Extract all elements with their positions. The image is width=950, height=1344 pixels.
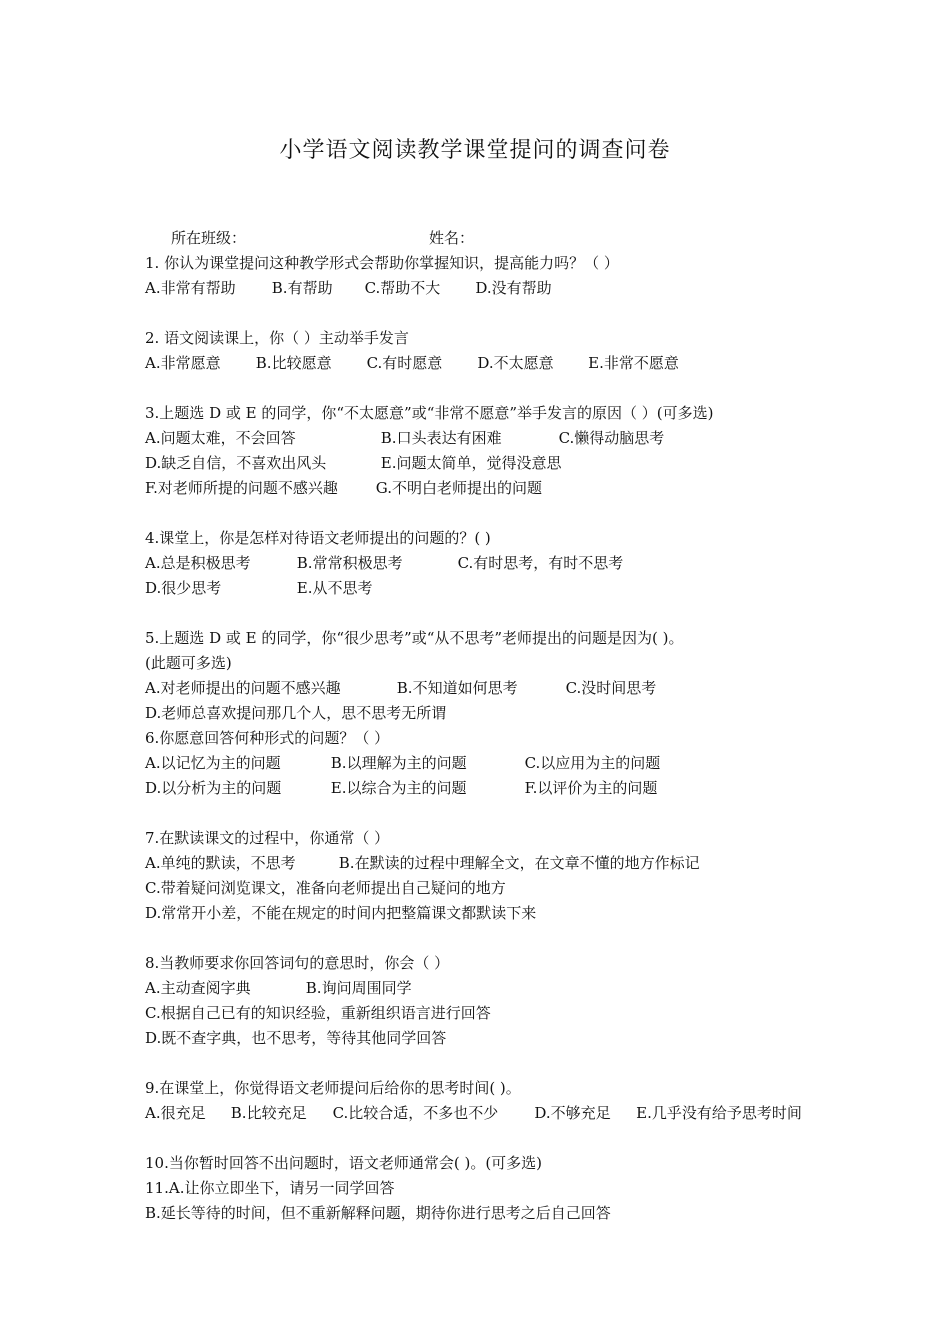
option-row [145,1001,845,1026]
option: E.以综合为主的问题 [330,779,467,797]
option-row [145,551,845,576]
option-row [145,276,845,301]
option: B.以理解为主的问题 [330,754,467,772]
option: D.很少思考 [145,579,222,597]
option-row [145,1201,845,1226]
question-5 [145,626,845,726]
question-10 [145,1151,845,1226]
option: A.总是积极思考 [145,554,251,572]
option: E.问题太简单，觉得没意思 [380,454,562,472]
option-row [145,476,845,501]
option: E.非常不愿意 [588,354,679,372]
question-text: 5.上题选 D 或 E 的同学，你“很少思考”或“从不思考”老师提出的问题是因为( )。 [145,629,684,647]
option: C.没时间思考 [565,679,657,697]
question-9 [145,1076,845,1126]
option-row [145,676,845,701]
question-6 [145,726,845,801]
option-row [145,1101,845,1126]
option: A.非常愿意 [145,354,221,372]
question-text: 10.当你暂时回答不出问题时，语文老师通常会( )。(可多选) [145,1154,543,1172]
option: A.主动查阅字典 [145,979,251,997]
option-row [145,976,845,1001]
question-text: 1. 你认为课堂提问这种教学形式会帮助你掌握知识，提高能力吗？（ ） [145,254,619,272]
option: B.口头表达有困难 [380,429,502,447]
question-text: 9.在课堂上，你觉得语文老师提问后给你的思考时间( )。 [145,1079,521,1097]
question-text: 8.当教师要求你回答词句的意思时，你会（ ） [145,954,450,972]
option: D.不够充足 [534,1104,611,1122]
option: E.从不思考 [296,579,373,597]
meta-line [145,226,845,251]
option: B.不知道如何思考 [396,679,518,697]
option: D.缺乏自信，不喜欢出风头 [145,454,327,472]
option: B.询问周围同学 [305,979,412,997]
option: D.常常开小差，不能在规定的时间内把整篇课文都默读下来 [145,904,537,922]
document-title: 小学语文阅读教学课堂提问的调查问卷 [279,138,671,163]
option-row [145,426,845,451]
question-8 [145,951,845,1051]
question-note: (此题可多选) [145,654,232,672]
question-2 [145,326,845,376]
question-text: 3.上题选 D 或 E 的同学，你“不太愿意”或“非常不愿意”举手发言的原因（ ）(可多选) [145,404,714,422]
option: G.不明白老师提出的问题 [375,479,542,497]
option: D.以分析为主的问题 [145,779,282,797]
option-row [145,1176,845,1201]
question-text: 7.在默读课文的过程中，你通常（ ） [145,829,390,847]
option: F.对老师所提的问题不感兴趣 [145,479,338,497]
option-row [145,576,845,601]
option: D.老师总喜欢提问那几个人，思不思考无所谓 [145,704,447,722]
option-row [145,901,845,926]
option: A.很充足 [145,1104,206,1122]
option: F.以评价为主的问题 [524,779,658,797]
option: C.有时思考，有时不思考 [457,554,624,572]
option: C.帮助不大 [364,279,441,297]
question-text: 6.你愿意回答何种形式的问题？（ ） [145,729,390,747]
option: B.比较愿意 [255,354,332,372]
option: C.懒得动脑思考 [558,429,665,447]
option: B.有帮助 [271,279,333,297]
option: 11.A.让你立即坐下，请另一同学回答 [145,1179,395,1197]
question-4 [145,526,845,601]
option-row [145,776,845,801]
class-label: 所在班级： [171,229,247,247]
option: A.对老师提出的问题不感兴趣 [145,679,341,697]
option: C.以应用为主的问题 [524,754,661,772]
question-1 [145,251,845,301]
option: D.既不查字典，也不思考，等待其他同学回答 [145,1029,447,1047]
option-row [145,351,845,376]
option: C.有时愿意 [366,354,443,372]
option: A.非常有帮助 [145,279,236,297]
question-text: 4.课堂上，你是怎样对待语文老师提出的问题的？( ) [145,529,491,547]
option: C.比较合适，不多也不少 [332,1104,499,1122]
option: E.几乎没有给予思考时间 [636,1104,802,1122]
option: B.比较充足 [230,1104,307,1122]
option-row [145,876,845,901]
option-row [145,851,845,876]
option-row [145,751,845,776]
option: C.带着疑问浏览课文，准备向老师提出自己疑问的地方 [145,879,506,897]
question-3 [145,401,845,501]
option: B.常常积极思考 [296,554,403,572]
option: A.问题太难，不会回答 [145,429,296,447]
option: D.没有帮助 [475,279,552,297]
questionnaire-body [145,226,845,1226]
option-row [145,1026,845,1051]
option: A.以记忆为主的问题 [145,754,281,772]
option: B.延长等待的时间，但不重新解释问题，期待你进行思考之后自己回答 [145,1204,611,1222]
option: C.根据自己已有的知识经验，重新组织语言进行回答 [145,1004,491,1022]
option-row [145,701,845,726]
option: D.不太愿意 [477,354,554,372]
name-label: 姓名： [429,229,475,247]
option: B.在默读的过程中理解全文，在文章不懂的地方作标记 [338,854,700,872]
option: A.单纯的默读，不思考 [145,854,296,872]
question-7 [145,826,845,926]
question-text: 2. 语文阅读课上，你（ ）主动举手发言 [145,329,409,347]
option-row [145,451,845,476]
